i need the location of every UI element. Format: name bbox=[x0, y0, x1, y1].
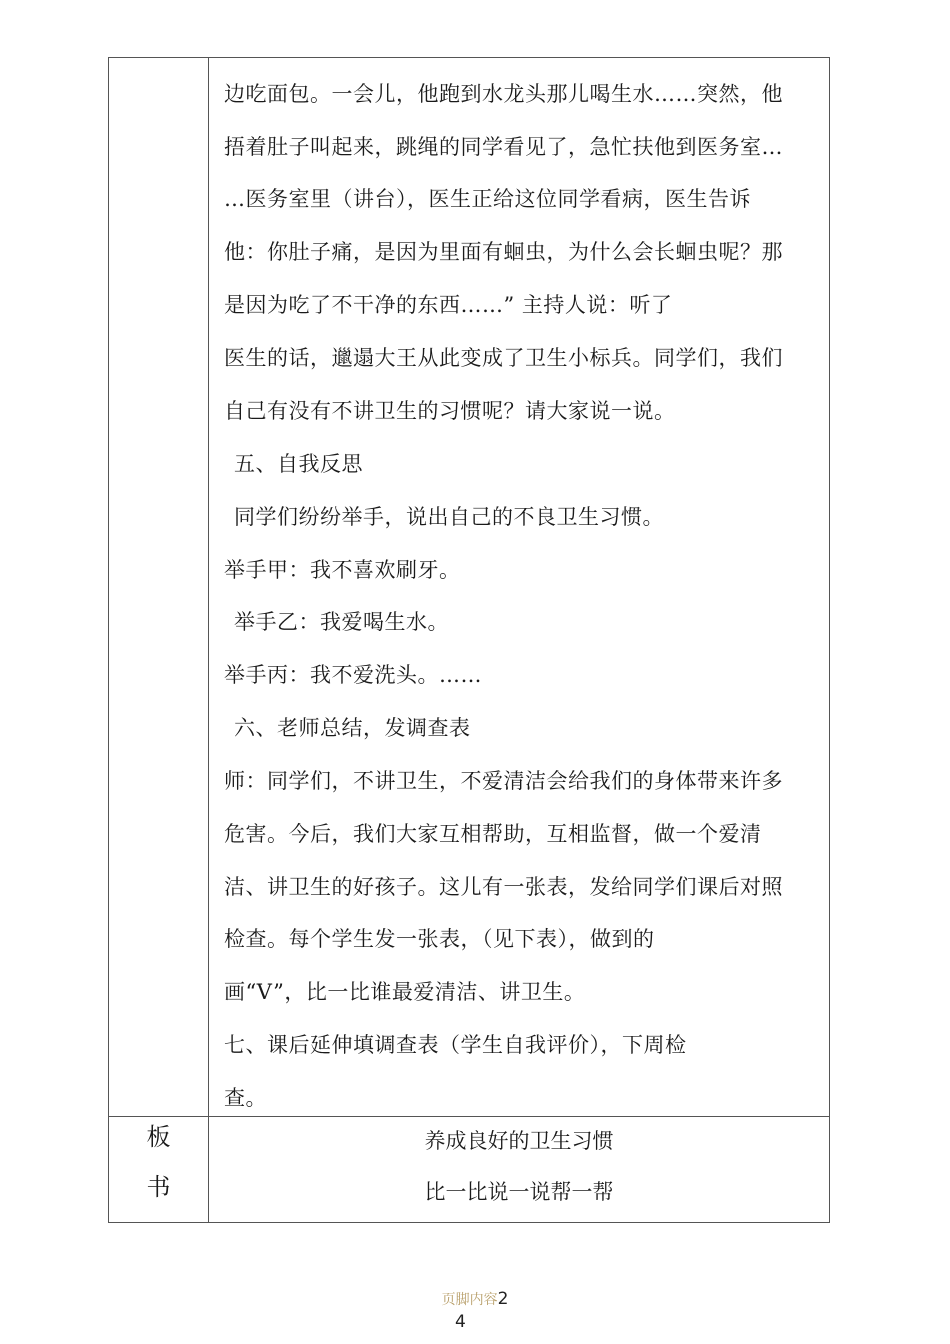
content-line: 医生的话，邋遢大王从此变成了卫生小标兵。同学们，我们 bbox=[224, 346, 783, 370]
section-heading: 六、老师总结，发调查表 bbox=[234, 716, 471, 740]
content-line: 捂着肚子叫起来，跳绳的同学看见了，急忙扶他到医务室… bbox=[224, 135, 783, 159]
board-label-bottom: 书 bbox=[146, 1173, 171, 1201]
content-line: 检查。每个学生发一张表，（见下表），做到的 bbox=[224, 927, 655, 951]
content-line: 举手丙：我不爱洗头。…… bbox=[224, 663, 482, 687]
section-heading: 五、自我反思 bbox=[234, 452, 363, 476]
content-line: 自己有没有不讲卫生的习惯呢？请大家说一说。 bbox=[224, 399, 676, 423]
footer-page-number: 2 bbox=[497, 1289, 509, 1309]
row-divider bbox=[109, 1116, 829, 1117]
section-heading: 七、课后延伸填调查表（学生自我评价），下周检 bbox=[224, 1033, 687, 1057]
content-line: 师：同学们，不讲卫生，不爱清洁会给我们的身体带来许多 bbox=[224, 769, 783, 793]
footer-page-number-continued: 4 bbox=[455, 1312, 466, 1332]
footer-text: 页脚内容 bbox=[441, 1292, 498, 1308]
board-label-top: 板 bbox=[146, 1123, 171, 1151]
content-line: 危害。今后，我们大家互相帮助，互相监督，做一个爱清 bbox=[224, 822, 762, 846]
board-subtitle: 比一比说一说帮一帮 bbox=[424, 1180, 614, 1204]
content-line: 边吃面包。一会儿，他跑到水龙头那儿喝生水……突然，他 bbox=[224, 82, 783, 106]
content-line: 查。 bbox=[224, 1086, 267, 1110]
board-title: 养成良好的卫生习惯 bbox=[424, 1129, 614, 1153]
content-line: …医务室里（讲台），医生正给这位同学看病，医生告诉 bbox=[224, 187, 751, 211]
lesson-table bbox=[108, 57, 830, 1223]
content-line: 举手甲：我不喜欢刷牙。 bbox=[224, 558, 461, 582]
content-line: 洁、讲卫生的好孩子。这儿有一张表，发给同学们课后对照 bbox=[224, 875, 783, 899]
column-divider bbox=[208, 58, 209, 1222]
page-footer bbox=[0, 1289, 950, 1309]
content-line: 举手乙：我爱喝生水。 bbox=[234, 610, 449, 634]
content-line: 同学们纷纷举手，说出自己的不良卫生习惯。 bbox=[234, 505, 664, 529]
content-line: 画“V”，比一比谁最爱清洁、讲卫生。 bbox=[224, 980, 586, 1004]
content-line: 是因为吃了不干净的东西……” 主持人说：听了 bbox=[224, 293, 673, 317]
content-line: 他：你肚子痛，是因为里面有蛔虫，为什么会长蛔虫呢？那 bbox=[224, 240, 783, 264]
